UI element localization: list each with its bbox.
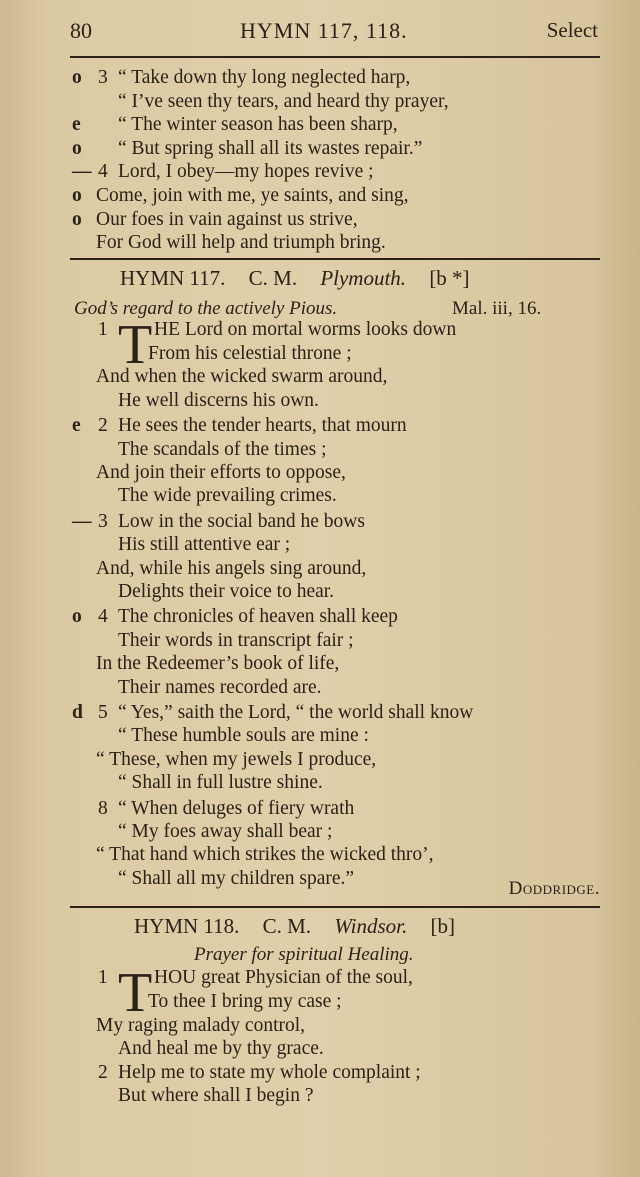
dynamic-mark: d <box>72 702 83 723</box>
verse-number: 2 <box>98 415 108 437</box>
line-text: He sees the tender hearts, that mourn <box>118 415 407 437</box>
line-text: “ Yes,” saith the Lord, “ the world shall know <box>118 702 474 723</box>
verse-line <box>0 90 640 114</box>
hymn-117-key: [b *] <box>429 266 470 290</box>
verse-number: 2 <box>98 1061 108 1083</box>
line-text: Come, join with me, ye saints, and sing, <box>96 185 409 206</box>
verse-line <box>0 580 640 604</box>
line-text: “ My foes away shall bear ; <box>118 821 333 842</box>
verse-line <box>0 438 640 462</box>
dynamic-mark: — <box>72 510 92 532</box>
hymn-117-subtitle: God’s regard to the actively Pious. <box>74 298 338 319</box>
verse-line <box>0 748 640 772</box>
verse-line <box>0 1084 640 1108</box>
verse-line <box>0 365 640 389</box>
hymn-117-dropcap: T <box>118 314 153 376</box>
verse-line <box>0 652 640 676</box>
header-rule <box>70 56 600 58</box>
hymn-117-number: HYMN 117. <box>120 266 226 290</box>
verse-line <box>0 676 640 700</box>
line-text: Help me to state my whole complaint ; <box>118 1061 421 1083</box>
line-text: “ These humble souls are mine : <box>118 725 369 747</box>
hymn-118-heading <box>134 914 473 939</box>
page-number: 80 <box>70 18 92 43</box>
line-text: From his celestial throne ; <box>148 343 352 364</box>
line-text: “ The winter season has been sharp, <box>118 114 398 136</box>
line-text: And heal me by thy grace. <box>118 1038 324 1060</box>
hymn-117-tune: Plymouth. <box>320 266 407 290</box>
hymn-117-meter: C. M. <box>248 266 298 290</box>
hymn-117-rule <box>70 258 600 260</box>
line-text: Delights their voice to hear. <box>118 581 335 602</box>
hymn-118-rule <box>70 906 600 908</box>
verse-number: 5 <box>98 702 108 723</box>
hymn-118-number: HYMN 118. <box>134 914 240 938</box>
line-text: Low in the social band he bows <box>118 510 365 532</box>
verse-number: 3 <box>98 67 108 88</box>
verse-line <box>0 533 640 557</box>
verse-number: 1 <box>98 319 108 340</box>
line-text: To thee I bring my case ; <box>148 991 342 1012</box>
verse-line <box>0 1037 640 1061</box>
verse-number: 4 <box>98 161 108 183</box>
verse-line <box>0 771 640 795</box>
verse-line <box>0 231 640 255</box>
verse-line <box>0 629 640 653</box>
hymn-117-heading <box>120 266 488 291</box>
verse-line <box>0 701 640 725</box>
line-text: He well discerns his own. <box>118 389 319 411</box>
hymn-117-reference: Mal. iii, 16. <box>452 298 542 319</box>
line-text: For God will help and triumph bring. <box>96 232 386 254</box>
line-text: “ These, when my jewels I produce, <box>96 748 377 770</box>
line-text: “ That hand which strikes the wicked thro’, <box>96 844 434 866</box>
line-text: Lord, I obey—my hopes revive ; <box>118 161 374 183</box>
verse-line <box>0 484 640 508</box>
verse-line <box>0 557 640 581</box>
line-text: “ Take down thy long neglected harp, <box>118 67 411 88</box>
line-text: HE Lord on mortal worms looks down <box>154 319 457 340</box>
line-text: HOU great Physician of the soul, <box>154 967 413 988</box>
verse-line <box>0 1014 640 1038</box>
verse-number: 3 <box>98 510 108 532</box>
line-text: And when the wicked swarm around, <box>96 366 388 388</box>
verse-number: 8 <box>98 797 108 819</box>
verse-line <box>0 137 640 161</box>
dynamic-mark: o <box>72 67 82 88</box>
verse-line <box>0 66 640 90</box>
verse-line <box>0 414 640 438</box>
line-text: My raging malady control, <box>96 1014 306 1036</box>
hymn-118-tune: Windsor. <box>334 914 408 938</box>
dynamic-mark: o <box>72 606 82 628</box>
verse-line <box>0 342 640 366</box>
line-text: And join their efforts to oppose, <box>96 462 346 483</box>
verse-line <box>0 184 640 208</box>
line-text: Their words in transcript fair ; <box>118 629 354 651</box>
dynamic-mark: e <box>72 114 81 136</box>
running-title: HYMN 117, 118. <box>240 18 408 43</box>
dynamic-mark: o <box>72 185 82 206</box>
hymn-117-author: Doddridge. <box>508 878 600 899</box>
line-text: “ Shall in full lustre shine. <box>118 772 323 794</box>
verse-line <box>0 605 640 629</box>
verse-line <box>0 797 640 821</box>
hymn-118-meter: C. M. <box>262 914 312 938</box>
verse-number: 1 <box>98 967 108 988</box>
line-text: “ Shall all my children spare.” <box>118 867 355 889</box>
verse-line <box>0 461 640 485</box>
line-text: But where shall I begin ? <box>118 1085 314 1107</box>
hymn-118-subtitle: Prayer for spiritual Healing. <box>194 944 414 965</box>
line-text: In the Redeemer’s book of life, <box>96 653 340 675</box>
verse-number: 4 <box>98 606 108 628</box>
verse-line <box>0 510 640 534</box>
verse-line <box>0 820 640 844</box>
verse-line <box>0 208 640 232</box>
verse-line <box>0 990 640 1014</box>
line-text: The chronicles of heaven shall keep <box>118 606 398 628</box>
dynamic-mark: e <box>72 415 81 437</box>
line-text: The wide prevailing crimes. <box>118 485 337 507</box>
verse-line <box>0 843 640 867</box>
line-text: And, while his angels sing around, <box>96 557 367 579</box>
line-text: “ I’ve seen thy tears, and heard thy prayer, <box>118 90 449 112</box>
verse-line <box>0 113 640 137</box>
line-text: Our foes in vain against us strive, <box>96 208 358 230</box>
verse-line <box>0 389 640 413</box>
line-text: “ But spring shall all its wastes repair.” <box>118 137 423 159</box>
line-text: “ When deluges of fiery wrath <box>118 797 355 819</box>
running-header <box>70 18 598 52</box>
section-label: Select <box>546 18 598 42</box>
verse-line <box>0 160 640 184</box>
line-text: Their names recorded are. <box>118 676 322 698</box>
line-text: The scandals of the times ; <box>118 438 327 460</box>
verse-line <box>0 1061 640 1085</box>
dynamic-mark: o <box>72 137 82 159</box>
line-text: His still attentive ear ; <box>118 534 291 556</box>
dynamic-mark: o <box>72 208 82 230</box>
hymn-118-key: [b] <box>430 914 456 938</box>
verse-line <box>0 724 640 748</box>
hymn-118-dropcap: T <box>118 962 153 1024</box>
dynamic-mark: — <box>72 161 92 183</box>
